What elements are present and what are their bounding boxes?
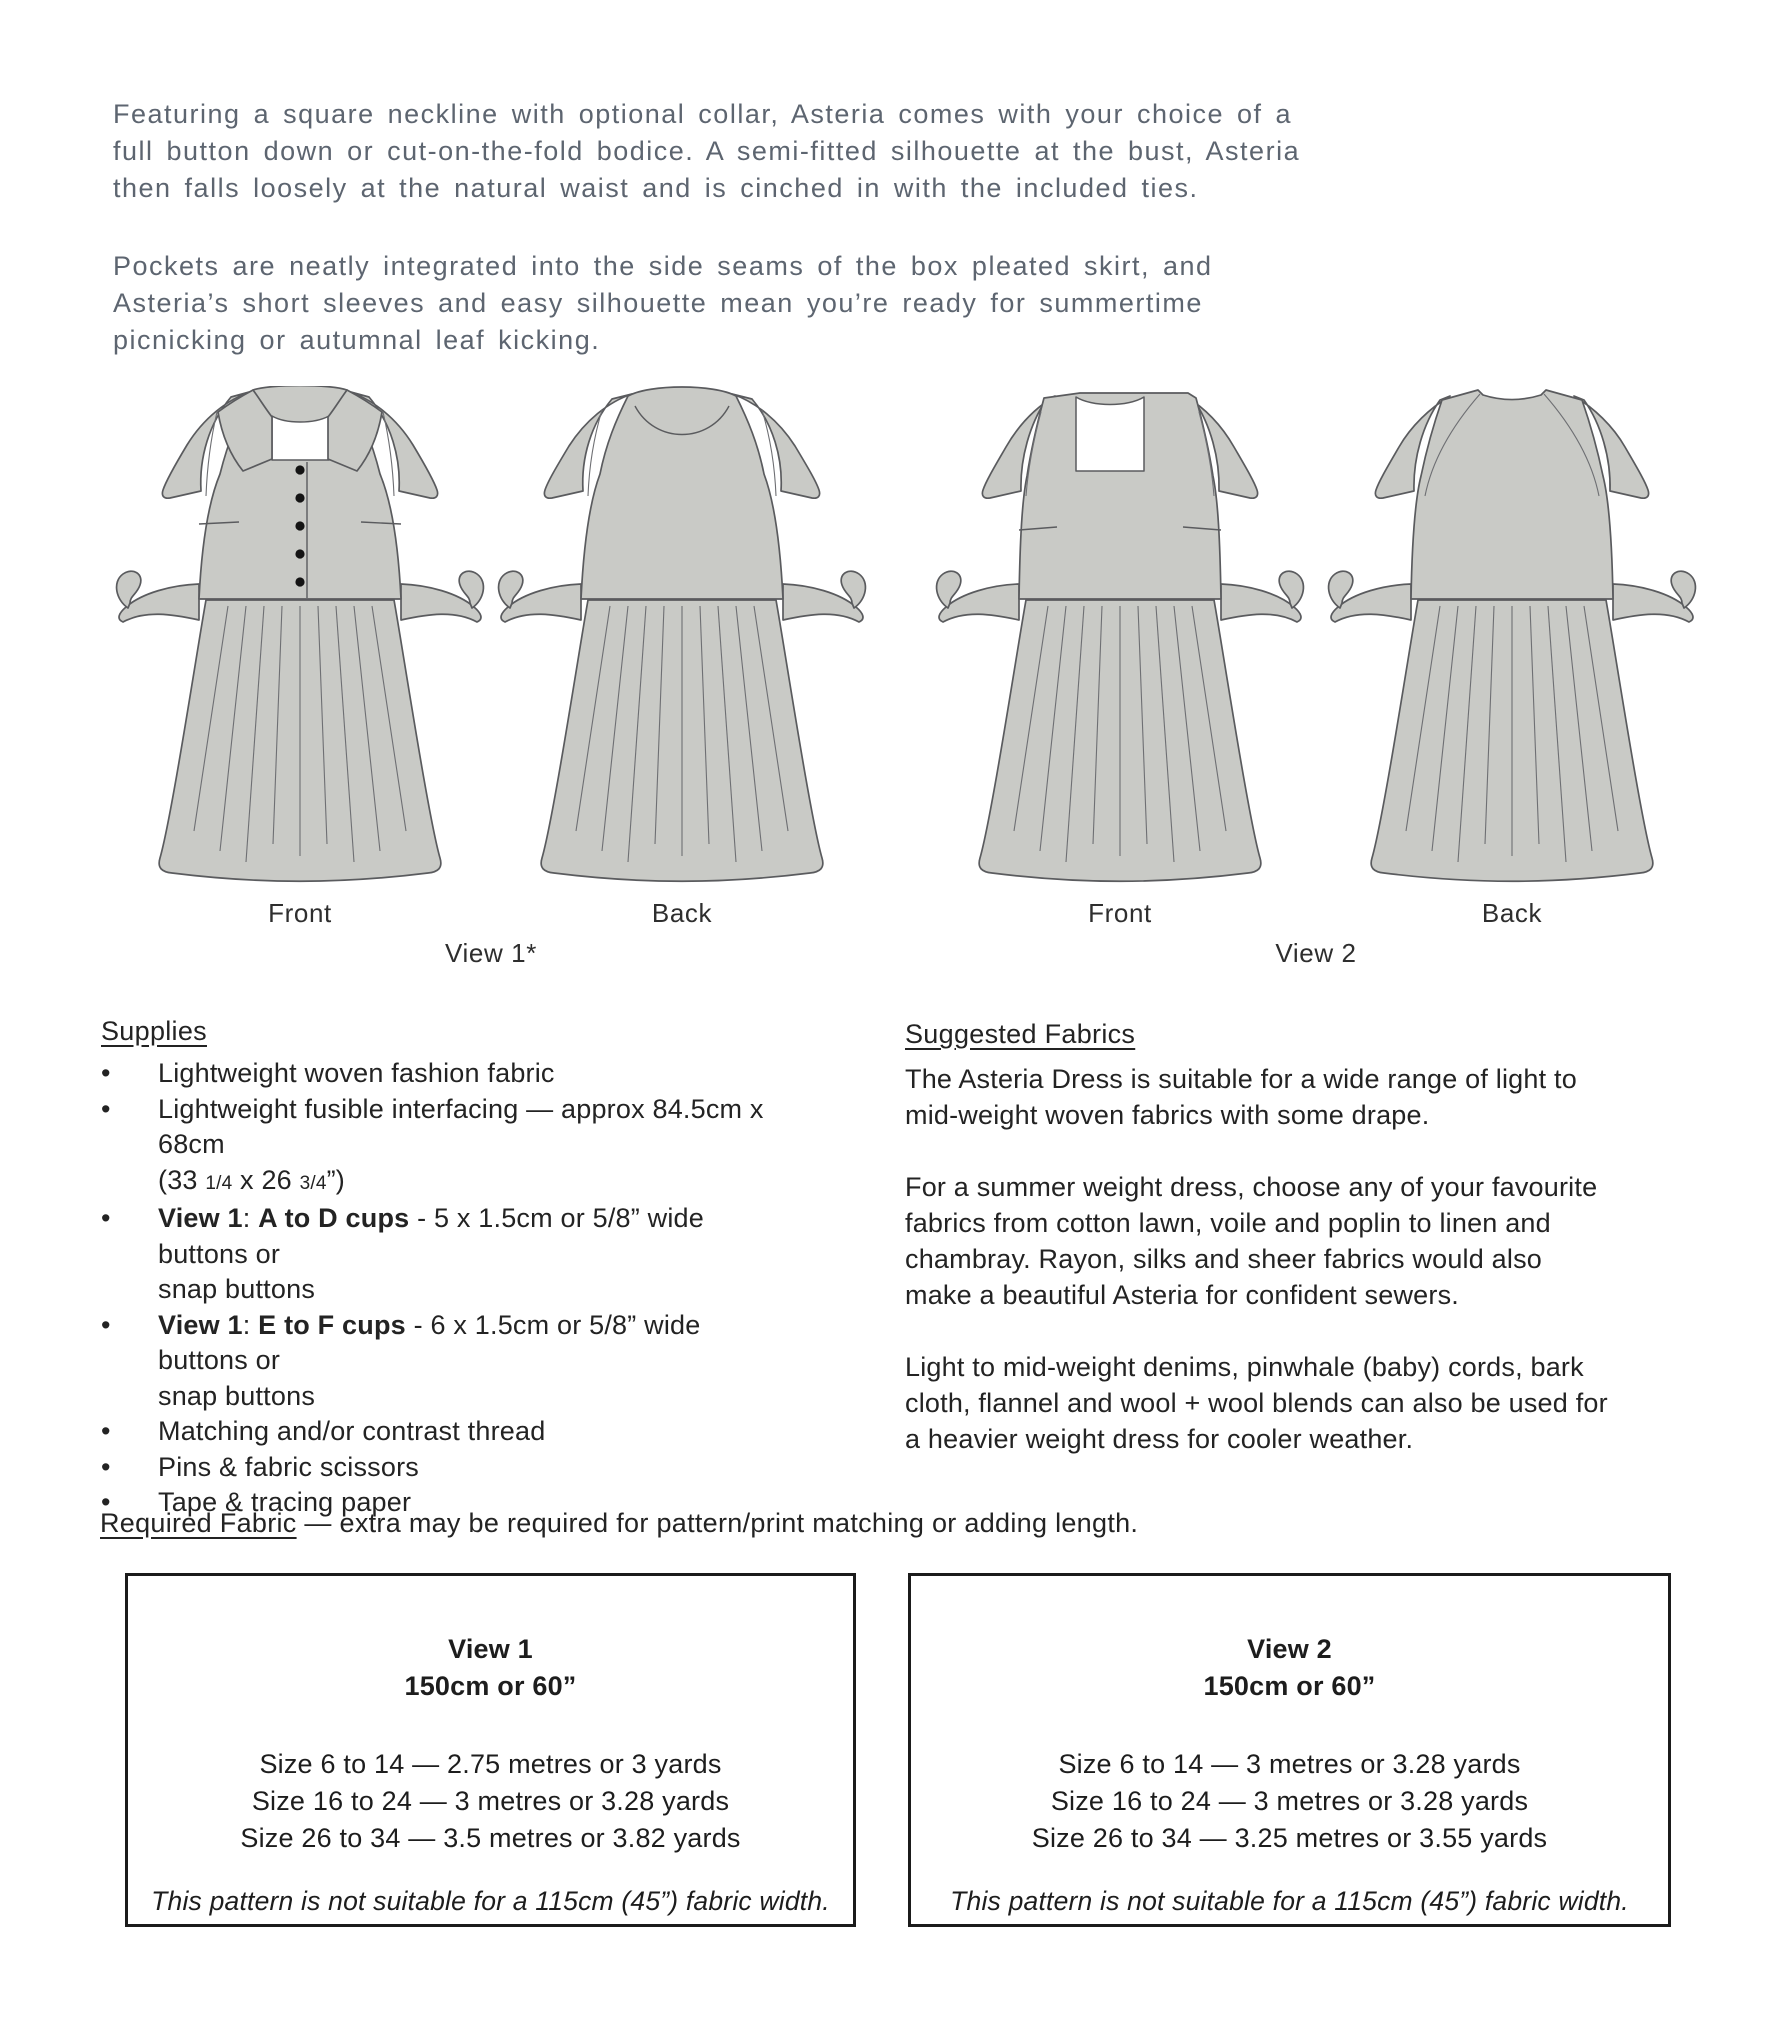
view1-group-label: View 1* [445, 938, 537, 968]
list-item: • Matching and/or contrast thread [101, 1414, 791, 1450]
supplies-section [101, 1016, 791, 1521]
view1-back-label: Back [651, 898, 713, 928]
suggested-fabrics-section [905, 1016, 1615, 1493]
view1-required-fabric-box [125, 1573, 856, 1927]
box-title: View 1 [448, 1634, 533, 1664]
intro-text [113, 96, 1308, 400]
intro-paragraph-2: Pockets are neatly integrated into the side seams of the box pleated skirt, and Asteria’s short sleeves and easy silhouette mean you’re ready for summertime picnicking or autumnal leaf kicking. [113, 251, 1213, 355]
list-item: • View 1: E to F cups - 6 x 1.5cm or 5/8” wide buttons or snap buttons [101, 1308, 791, 1415]
box-fabric-width: 150cm or 60” [1203, 1671, 1376, 1701]
intro-paragraph-1: Featuring a square neckline with optional collar, Asteria comes with your choice of a full button down or cut-on-the-fold bodice. A semi-fitted silhouette at the bust, Asteria then falls loosely at the natural waist and is cinched in with the included ties. [113, 99, 1301, 203]
required-fabric-line [100, 1508, 1600, 1539]
view2-required-fabric-box [908, 1573, 1671, 1927]
list-item: • Pins & fabric scissors [101, 1450, 791, 1486]
view1-back-dress-illustration [492, 386, 872, 886]
size-row: Size 26 to 34 — 3.5 metres or 3.82 yards [240, 1823, 741, 1853]
required-fabric-heading: Required Fabric [100, 1508, 297, 1538]
view1-front-dress-illustration [110, 386, 490, 886]
box-size-rows [128, 1746, 853, 1857]
list-item: • Lightweight woven fashion fabric [101, 1056, 791, 1092]
box-note: This pattern is not suitable for a 115cm (45”) fabric width. [950, 1886, 1629, 1916]
fabrics-paragraph-2: For a summer weight dress, choose any of your favourite fabrics from cotton lawn, voile and poplin to linen and chambray. Rayon, silks and sheer fabrics would also make a beautiful Asteria for confident sewers. [905, 1172, 1598, 1310]
size-row: Size 6 to 14 — 2.75 metres or 3 yards [259, 1749, 722, 1779]
view2-front-label: Front [1088, 898, 1152, 928]
view2-back-label: Back [1481, 898, 1543, 928]
box-note: This pattern is not suitable for a 115cm (45”) fabric width. [151, 1886, 830, 1916]
box-title: View 2 [1247, 1634, 1332, 1664]
size-row: Size 16 to 24 — 3 metres or 3.28 yards [1050, 1786, 1529, 1816]
list-item: • Lightweight fusible interfacing — approx 84.5cm x 68cm (33 1/4 x 26 3/4”) [101, 1092, 791, 1202]
fabrics-paragraph-3: Light to mid-weight denims, pinwhale (baby) cords, bark cloth, flannel and wool + wool blends can also be used for a heavier weight dress for cooler weather. [905, 1352, 1608, 1454]
view2-front-dress-illustration [930, 386, 1310, 886]
required-fabric-rest: — extra may be required for pattern/print matching or adding length. [296, 1508, 1139, 1538]
supplies-heading: Supplies [101, 1016, 207, 1046]
box-fabric-width: 150cm or 60” [404, 1671, 577, 1701]
size-row: Size 16 to 24 — 3 metres or 3.28 yards [251, 1786, 730, 1816]
size-row: Size 6 to 14 — 3 metres or 3.28 yards [1058, 1749, 1521, 1779]
size-row: Size 26 to 34 — 3.25 metres or 3.55 yards [1031, 1823, 1548, 1853]
supplies-list [101, 1056, 791, 1521]
view2-back-dress-illustration [1322, 386, 1702, 886]
list-item: • Tape & tracing paper [101, 1485, 791, 1521]
list-item: • View 1: A to D cups - 5 x 1.5cm or 5/8” wide buttons or snap buttons [101, 1201, 791, 1308]
box-size-rows [911, 1746, 1668, 1857]
view2-group-label: View 2 [1275, 938, 1357, 968]
view1-front-label: Front [268, 898, 332, 928]
suggested-fabrics-heading: Suggested Fabrics [905, 1019, 1136, 1049]
fabrics-paragraph-1: The Asteria Dress is suitable for a wide range of light to mid-weight woven fabrics with some drape. [905, 1064, 1577, 1130]
